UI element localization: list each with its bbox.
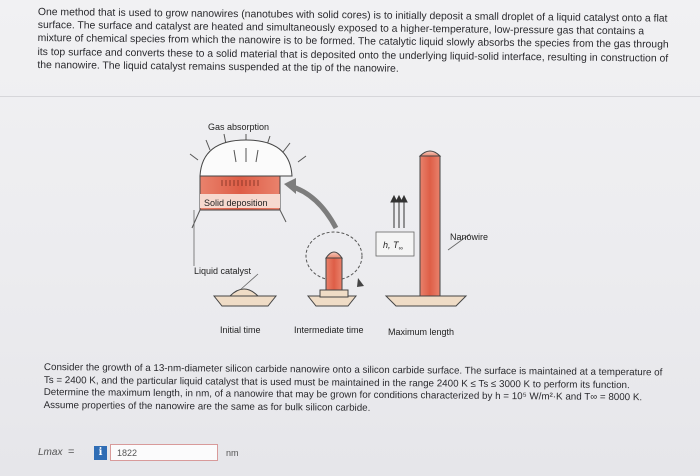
initial-droplet bbox=[230, 289, 258, 296]
equals-sign: = bbox=[68, 446, 75, 458]
intermediate-time-label: Intermediate time bbox=[294, 325, 364, 335]
problem-description: One method that is used to grow nanowires (nanotubes with solid cores) is to initially deposit a small droplet of a liquid catalyst onto a flat surface. The surface and catalyst are heated and simultaneously exposed to a higher-temperature, low-pressure gas that contains a mixture of chemical species from which the nanowire is to be formed. The catalytic liquid slowly absorbs the species from the gas through its top surface and converts these to a solid material that is deposited onto the underlying liquid-solid interface, resulting in construction of the nanowire. The liquid catalyst remains suspended at the tip of the nanowire. bbox=[37, 6, 669, 75]
solid-deposition-label: Solid deposition bbox=[204, 198, 268, 208]
transition-arrow bbox=[290, 186, 336, 228]
answer-row bbox=[38, 444, 338, 466]
intermediate-time-diagram bbox=[294, 232, 364, 335]
long-nanowire bbox=[420, 156, 440, 296]
initial-time-label: Initial time bbox=[220, 325, 261, 335]
answer-input[interactable] bbox=[110, 444, 218, 461]
transition-arrow-head bbox=[284, 178, 296, 194]
nanowire-cap bbox=[420, 151, 440, 156]
initial-substrate bbox=[214, 296, 276, 306]
initial-time-diagram bbox=[214, 274, 276, 335]
answer-label: Lmax bbox=[38, 447, 63, 458]
section-divider bbox=[0, 96, 700, 97]
final-substrate bbox=[386, 296, 466, 306]
nanowire-growth-figure bbox=[150, 110, 520, 350]
info-icon[interactable]: i bbox=[94, 446, 107, 460]
convection-label: h, $T_\infty$ bbox=[383, 240, 403, 252]
liquid-catalyst-label: Liquid catalyst bbox=[194, 266, 252, 276]
nanowire-label: Nanowire bbox=[450, 232, 489, 242]
problem-question: Consider the growth of a 13-nm-diameter silicon carbide nanowire onto a silicon carbide surface. The surface is maintained at a temperature of Ts = 2400 K, and the particular liquid catalyst that is used must be maintained in the range 2400 K ≤ Ts ≤ 3000 K to perform its function. Determine the maximum length, in nm, of a nanowire that may be grown for conditions characterized by h = 10⁵ W/m²·K and T∞ = 8000 K. Assume properties of the nanowire are the same as for bulk silicon carbide. bbox=[43, 362, 663, 414]
intermediate-wire bbox=[326, 258, 342, 290]
maximum-length-label: Maximum length bbox=[388, 327, 455, 337]
answer-unit: nm bbox=[226, 448, 239, 458]
large-droplet-diagram bbox=[190, 122, 306, 276]
intermediate-cap bbox=[326, 252, 342, 258]
growth-arrows bbox=[391, 196, 407, 228]
gas-absorption-label: Gas absorption bbox=[208, 122, 270, 132]
small-arrow bbox=[357, 278, 364, 287]
